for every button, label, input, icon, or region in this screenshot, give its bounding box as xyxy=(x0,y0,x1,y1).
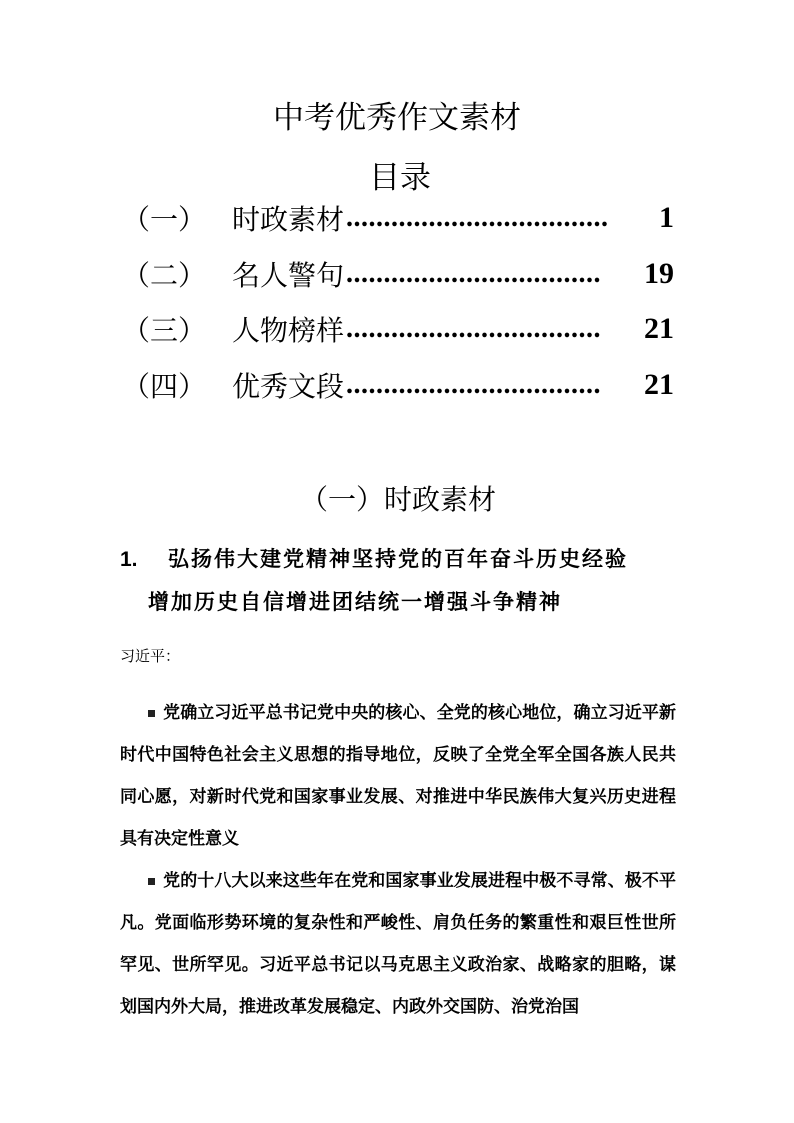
body-paragraph xyxy=(120,692,676,860)
toc-dot-leader: .................................. xyxy=(346,313,602,344)
toc-page-number: 21 xyxy=(644,368,674,401)
toc-dot-leader: .................................. xyxy=(346,369,602,400)
item-title-line-1 xyxy=(120,538,720,581)
speaker-label: 习近平： xyxy=(120,647,181,665)
paragraph-text: 党的十八大以来这些年在党和国家事业发展进程中极不寻常、极不平凡。党面临形势环境的复杂性和严峻性、肩负任务的繁重性和艰巨性世所罕见、世所罕见。习近平总书记以马克思主义政治家、战略家的胆略，谋划国内外大局，推进改革发展稳定、内政外交国防、治党治国 xyxy=(120,871,676,1017)
square-bullet-icon xyxy=(148,710,155,717)
toc-entry[interactable] xyxy=(122,252,674,296)
toc-heading: 目录 xyxy=(369,160,431,196)
item-title-text-1: 弘扬伟大建党精神坚持党的百年奋斗历史经验 xyxy=(168,546,628,571)
toc-dot-leader: .................................. xyxy=(346,258,602,289)
toc-page-number: 1 xyxy=(659,201,674,234)
toc-entry-text: 人物榜样 xyxy=(232,314,345,347)
toc-page-number: 21 xyxy=(644,312,674,345)
item-title xyxy=(120,538,720,623)
toc-dot-leader: ................................... xyxy=(346,202,609,233)
body-paragraph xyxy=(120,860,676,1028)
toc-entry-number: （三） xyxy=(122,314,207,347)
toc-entry[interactable] xyxy=(122,363,674,407)
toc-page-number: 19 xyxy=(644,257,674,290)
square-bullet-icon xyxy=(148,878,155,885)
section-heading: （一）时政素材 xyxy=(300,483,497,516)
toc-entry-text: 优秀文段 xyxy=(232,370,345,403)
toc-entry-text: 名人警句 xyxy=(232,259,345,292)
toc-entry[interactable] xyxy=(122,196,674,240)
toc-entry-text: 时政素材 xyxy=(232,203,345,236)
paragraph-text: 党确立习近平总书记党中央的核心、全党的核心地位，确立习近平新时代中国特色社会主义思想的指导地位，反映了全党全军全国各族人民共同心愿，对新时代党和国家事业发展、对推进中华民族伟大复兴历史进程具有决定性意义 xyxy=(120,703,676,849)
item-title-line-2: 增加历史自信增进团结统一增强斗争精神 xyxy=(148,589,562,614)
item-number: 1. xyxy=(120,548,138,571)
document-title: 中考优秀作文素材 xyxy=(273,100,521,136)
toc-entry-number: （二） xyxy=(122,259,207,292)
toc-entry[interactable] xyxy=(122,307,674,351)
toc-entry-number: （四） xyxy=(122,370,207,403)
toc-entry-number: （一） xyxy=(122,203,207,236)
